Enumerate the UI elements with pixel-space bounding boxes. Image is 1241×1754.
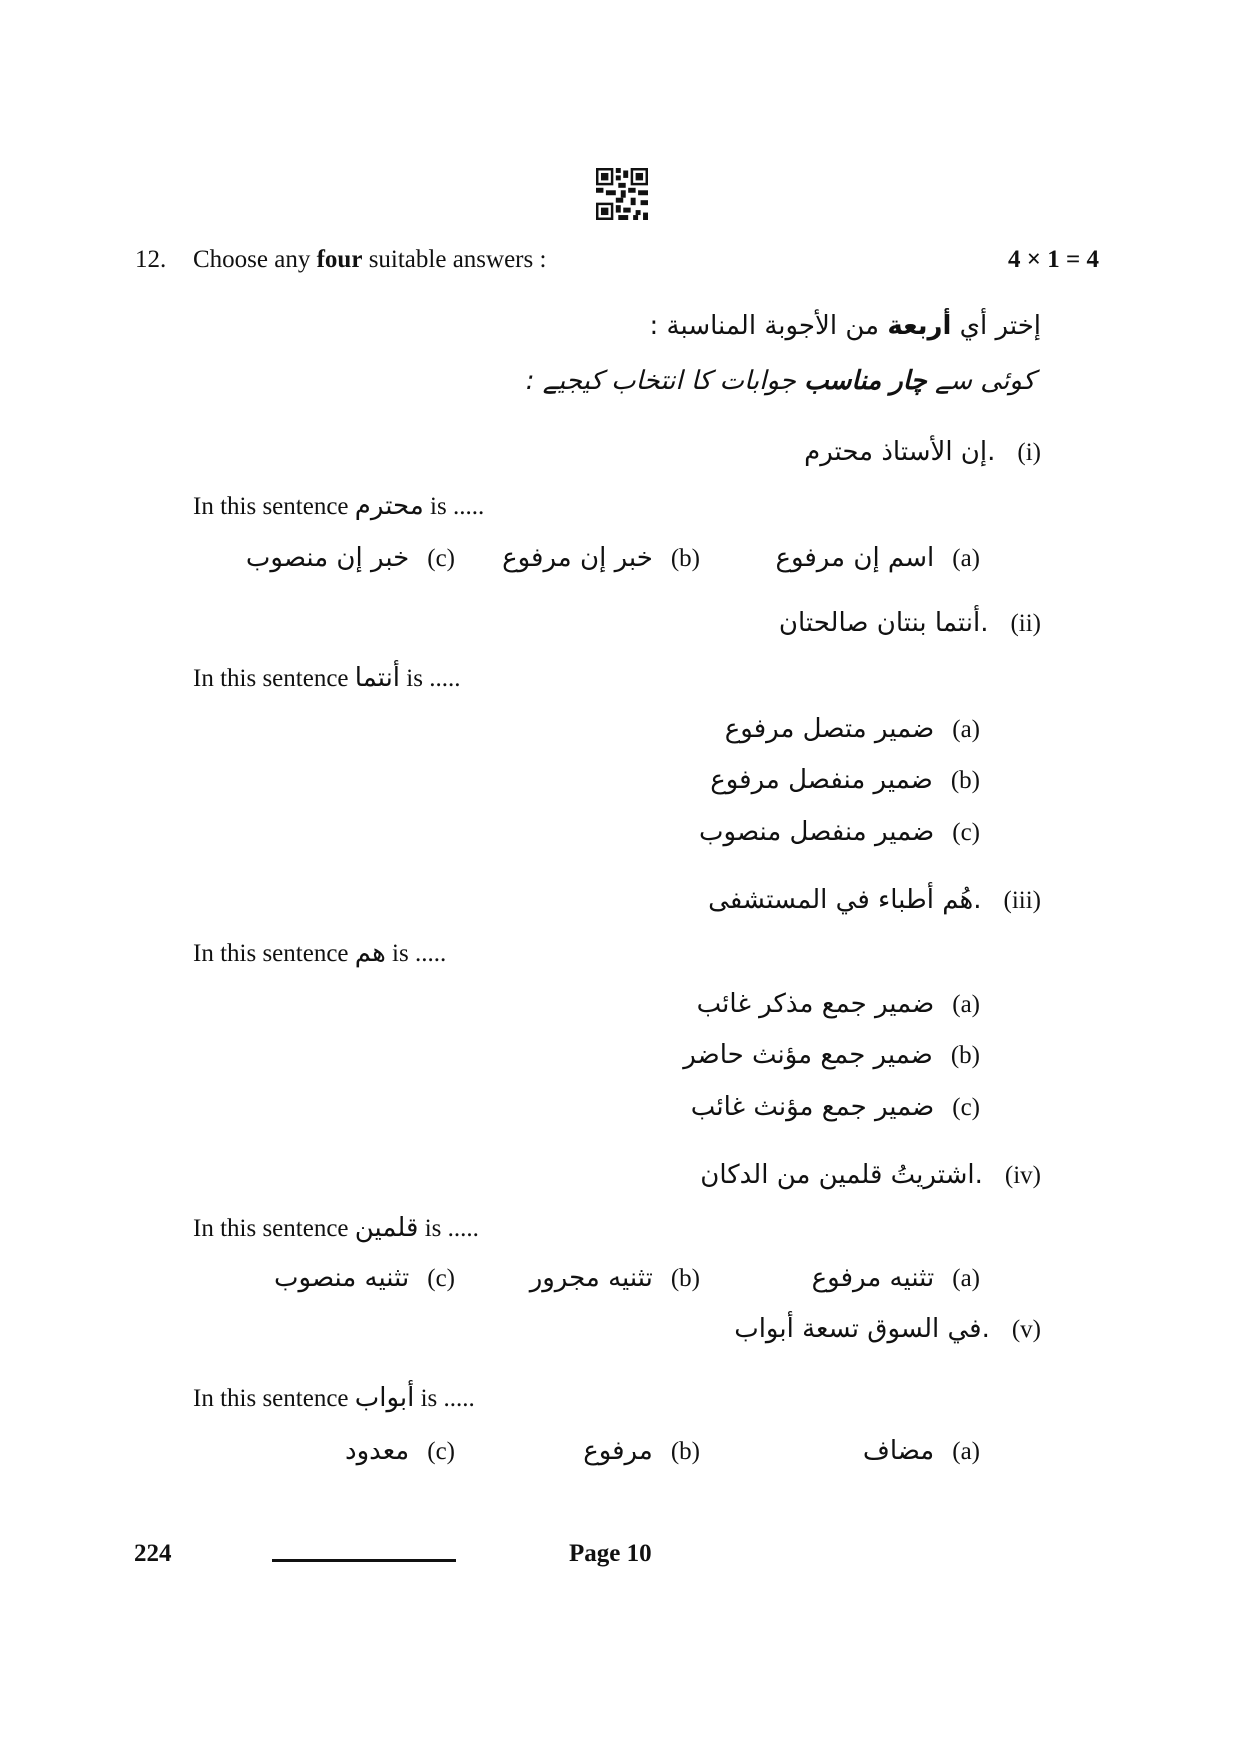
item-iv-option-b: تثنيه مجرور (b) xyxy=(529,1263,700,1293)
item-i-option-b: خبر إن مرفوع (b) xyxy=(502,543,700,573)
arabic-instruction: إختر أي أربعة من الأجوبة المناسبة : xyxy=(649,311,1041,341)
item-v-option-c: معدود (c) xyxy=(344,1436,455,1466)
item-ii-option-c: ضمير منفصل منصوب (c) xyxy=(699,817,980,847)
item-iii-prompt: In this sentence هم is ..... xyxy=(193,938,447,968)
urdu-instruction: کوئی سے چار مناسب جوابات کا انتخاب کیجیے : xyxy=(525,366,1035,396)
item-ii-prompt: In this sentence أنتما is ..... xyxy=(193,663,461,693)
item-iii-option-a: ضمير جمع مذكر غائب (a) xyxy=(696,989,980,1019)
item-v-option-b: مرفوع (b) xyxy=(583,1436,700,1466)
question-marks: 4 × 1 = 4 xyxy=(1008,246,1099,273)
question-number: 12. xyxy=(135,246,167,273)
footer-page-number: Page 10 xyxy=(569,1540,652,1567)
item-v-option-a: مضاف (a) xyxy=(862,1436,980,1466)
item-ii-sentence: أنتما بنتان صالحتان. (ii) xyxy=(778,608,1041,638)
item-iii-option-b: ضمير جمع مؤنث حاضر (b) xyxy=(683,1040,980,1070)
footer-rule xyxy=(272,1559,456,1562)
item-iii-sentence: هُم أطباء في المستشفى. (iii) xyxy=(708,885,1041,915)
item-i-sentence: إن الأستاذ محترم. (i) xyxy=(804,437,1041,467)
item-v-prompt: In this sentence أبواب is ..... xyxy=(193,1383,475,1413)
question-prompt: Choose any four suitable answers : xyxy=(193,246,547,273)
item-i-option-c: خبر إن منصوب (c) xyxy=(245,543,455,573)
footer-code: 224 xyxy=(134,1540,172,1567)
item-iv-option-c: تثنيه منصوب (c) xyxy=(274,1263,455,1293)
item-ii-option-b: ضمير منفصل مرفوع (b) xyxy=(710,765,980,795)
item-ii-option-a: ضمير متصل مرفوع (a) xyxy=(724,714,980,744)
item-i-prompt: In this sentence محترم is ..... xyxy=(193,491,485,521)
item-iv-option-a: تثنيه مرفوع (a) xyxy=(811,1263,980,1293)
item-iii-option-c: ضمير جمع مؤنث غائب (c) xyxy=(690,1092,980,1122)
item-iv-prompt: In this sentence قلمين is ..... xyxy=(193,1213,479,1243)
item-i-option-a: اسم إن مرفوع (a) xyxy=(775,543,980,573)
item-iv-sentence: اشتريتُ قلمين من الدكان. (iv) xyxy=(700,1160,1041,1190)
item-v-sentence: في السوق تسعة أبواب. (v) xyxy=(734,1314,1041,1344)
qr-code xyxy=(596,168,648,220)
